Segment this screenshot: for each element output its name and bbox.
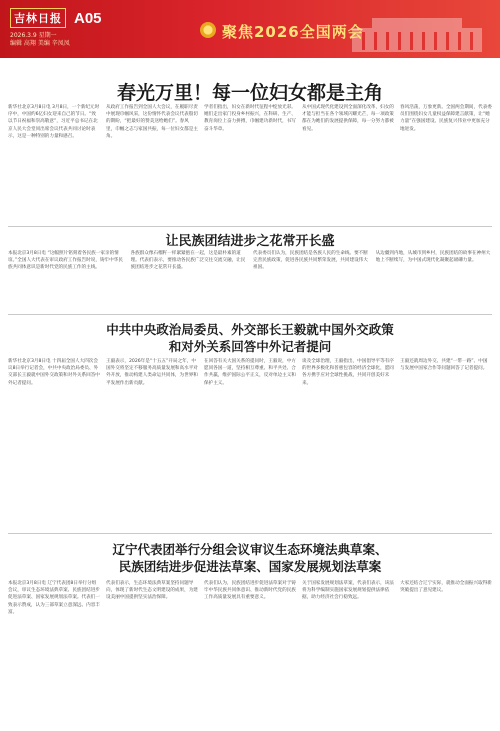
masthead — [10, 8, 102, 28]
article-1-column: 新华社北京3月8日电 3月8日，一个新纪元时序中，中国约6亿妇女迎来自己的节日。“致以节日祝福和崇高敬意”，习近平总书记在北京人民大会堂同出席会议代表共同讨论时表示，这是一种特别的力量和感召。 — [8, 105, 100, 139]
article-2-headline: 让民族团结进步之花常开长盛 — [165, 234, 335, 249]
section-divider — [8, 533, 492, 534]
newspaper-logo: 吉林日报 — [10, 8, 66, 28]
section-divider — [8, 314, 492, 315]
article-3-headline-line1: 中共中央政治局委员、外交部长王毅就中国外交政策 — [106, 322, 394, 337]
article-4-headline-line2: 民族团结进步促进法草案、国家发展规划法草案 — [118, 559, 382, 574]
article-3-headline-line2: 和对外关系回答中外记者提问 — [168, 339, 332, 354]
article-3-column: 新华社北京3月8日电 十四届全国人大四次会议8日举行记者会，中共中央政治局委员、外交部长王毅就中国外交政策和对外关系回答中外记者提问。 — [8, 359, 100, 386]
page-number: A05 — [74, 9, 102, 27]
article-4-body — [8, 580, 492, 725]
article-2-column: 从边疆到内地，从城市到乡村，民族团结的故事在神州大地上不断续写，为中国式现代化凝聚起磅礴力量。 — [375, 251, 491, 264]
section-divider — [8, 226, 492, 227]
article-4-column: 代表们表示，生态环境法典草案坚持问题导向，体现了新时代生态文明建设的成果，为建设美丽中国提供坚实法治保障。 — [106, 581, 198, 601]
article-3-body — [8, 358, 492, 528]
article-4-column: 大家还结合辽宁实际，就推动全面振兴取得新突破提出了意见建议。 — [400, 581, 492, 594]
editor-credits: 编辑 高翔 美编 辛凤凤 — [10, 40, 70, 47]
article-2-column: 本报北京3月8日电 “这幅照片铭刻着各民族一家亲的情谊。”全国人大代表在审议政府工作报告时说，铸牢中华民族共同体意识是新时代党的民族工作的主线。 — [8, 251, 123, 271]
article-3-column: 谈及全球治理，王毅指出，中国倡导平等有序的世界多极化和普惠包容的经济全球化，愿同各方携手应对全球性挑战，共同开创美好未来。 — [302, 359, 394, 386]
great-hall-illustration — [342, 6, 492, 56]
article-4-headline-line1: 辽宁代表团举行分组会议审议生态环境法典草案、 — [112, 542, 388, 557]
masthead-meta — [10, 32, 70, 48]
article-1-column: 从中国式现代化建设到全面深化改革，妇女的才能与担当在各个领域闪耀光芒，每一项政策都在为她们的发展提供保障，每一分努力都被看见。 — [302, 105, 394, 132]
article-3-column: 在回答有关大国关系的提问时，王毅说，中方愿同各国一道，坚持相互尊重、和平共处、合作共赢，维护国际公平正义，反对单边主义和保护主义。 — [204, 359, 296, 386]
article-1-headline: 春光万里！每一位妇女都是主角 — [116, 82, 383, 104]
article-4-column: 关于国家发展规划法草案，代表们表示，该法将为科学编制实施国家发展规划提供法律依据，助力经济社会行稳致远。 — [302, 581, 394, 601]
page-banner — [0, 0, 500, 58]
article-1-column: 春风浩荡，万象更新。全国两会期间，代表委员们围绕妇女儿童权益保障建言献策，让“她力量”在强国建设、民族复兴伟业中更加充分地迸发。 — [400, 105, 492, 132]
article-4-column: 代表们认为，民族团结进步促进法草案对于铸牢中华民族共同体意识、推动新时代党的民族工作高质量发展具有重要意义。 — [204, 581, 296, 601]
article-2-column: 代表委员们认为，民族团结是各族人民的生命线。要不断完善民族政策，促进各民族共同繁荣发展，共同建设伟大祖国。 — [253, 251, 368, 271]
column-title: 聚焦2026全国两会 — [222, 23, 364, 41]
article-2-column: 各族群众像石榴籽一样紧紧抱在一起，这是最朴素的道理。代表们表示，要推动各民族广泛交往交流交融，让民族团结进步之花常开长盛。 — [130, 251, 246, 271]
article-1-column: 从政府工作报告到全国人大会议，在履职尽责中展现巾帼风采，这份情怀代表会议代表殷切的期盼，“把最好的赞美送给她们”。春风里，巾帼之志与家国共振，每一位妇女都是主角。 — [106, 105, 198, 139]
article-1-body — [8, 104, 492, 222]
article-4-column: 本报北京3月8日电 辽宁代表团8日举行分组会议，审议生态环境法典草案、民族团结进步促进法草案、国家发展规划法草案。代表们一致表示赞成，认为三部草案立意深远、内容丰富。 — [8, 581, 100, 615]
issue-date: 2026.3.9 星期一 — [10, 32, 57, 39]
article-1-column: 学者们指出，妇女在新时代征程中绽放光彩。她们走出家门投身乡村振兴，在科研、生产、教育岗位上奋力拼搏，巾帼建功新时代，书写奋斗华章。 — [204, 105, 296, 132]
article-2-body — [8, 250, 492, 310]
article-3-column: 王毅还就周边外交、共建“一带一路”、中国与发展中国家合作等问题回答了记者提问。 — [400, 359, 488, 372]
emblem-icon — [200, 22, 216, 38]
article-3-column: 王毅表示，2026年是“十五五”开局之年，中国外交将坚定不移服务高质量发展和高水平对外开放，推动构建人类命运共同体，为世界和平发展作出新贡献。 — [106, 359, 198, 386]
